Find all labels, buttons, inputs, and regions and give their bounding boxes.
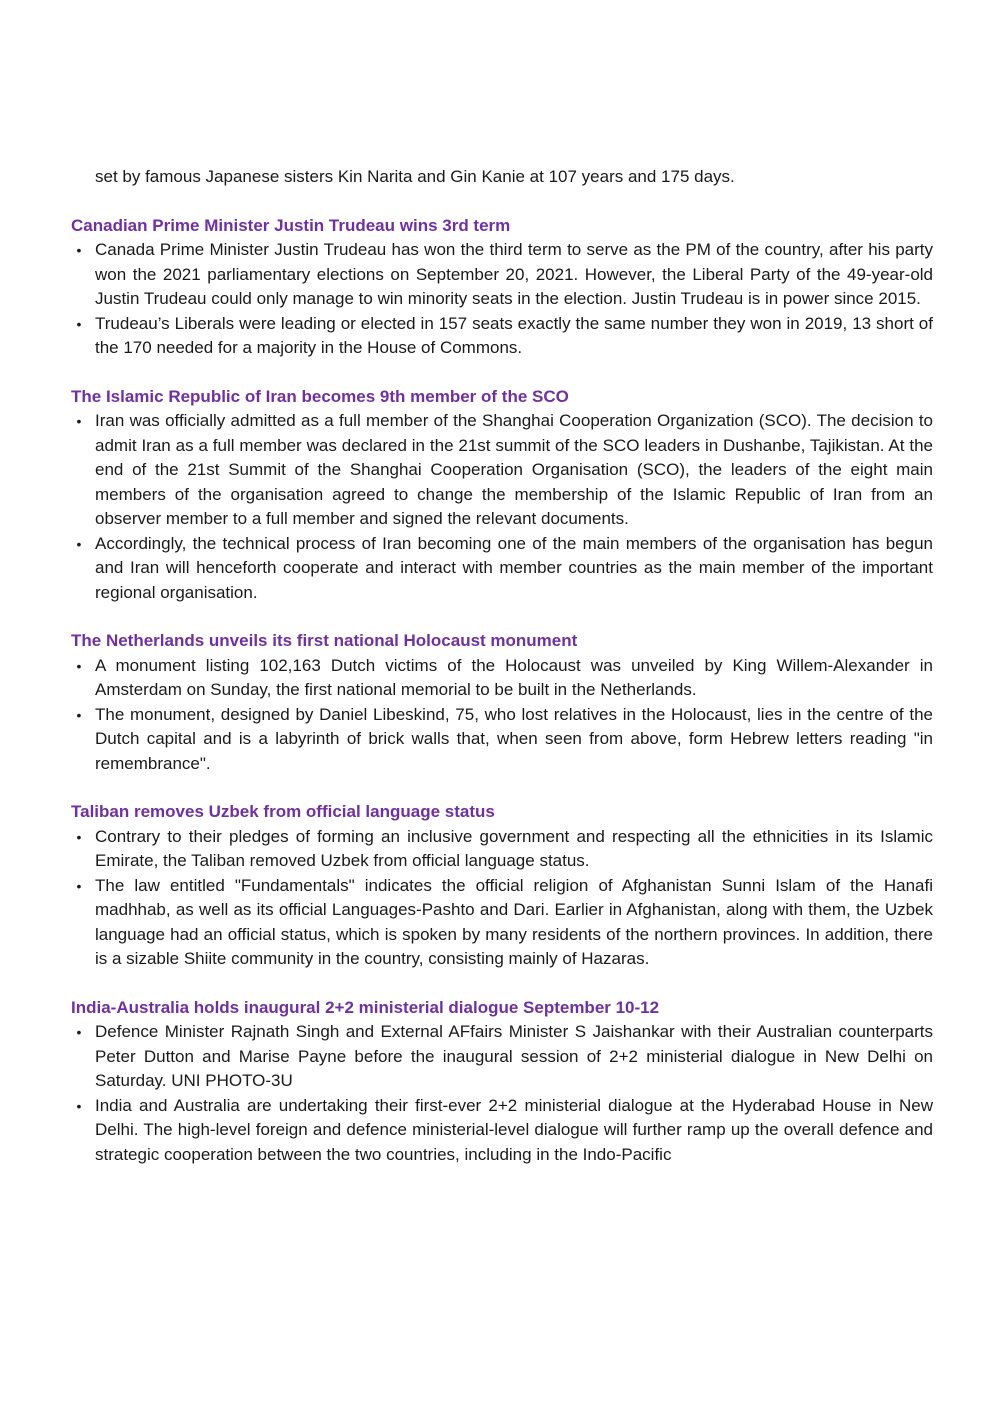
bullet-dot-icon: •	[76, 1097, 82, 1114]
list-item-text: A monument listing 102,163 Dutch victims of the Holocaust was unveiled by King Willem-Alexander in Amsterdam on Sunday, the first national memorial to be built in the Netherlands.	[95, 655, 933, 699]
bullet-list	[71, 1020, 933, 1167]
bullet-list	[71, 654, 933, 777]
bullet-dot-icon: •	[76, 706, 82, 723]
list-item-text: The law entitled "Fundamentals" indicates the official religion of Afghanistan Sunni Islam of the Hanafi madhhab, as well as its official Languages-Pashto and Dari. Earlier in Afghanistan, along with them, the Uzbek language had an official status, which is spoken by many residents of the northern provinces. In addition, there is a sizable Shiite community in the country, consisting mainly of Hazaras.	[95, 875, 933, 968]
list-item-text: Defence Minister Rajnath Singh and External AFfairs Minister S Jaishankar with their Australian counterparts Peter Dutton and Marise Payne before the inaugural session of 2+2 ministerial dialogue in New Delhi on Saturday. UNI PHOTO-3U	[95, 1022, 933, 1090]
section-heading: India-Australia holds inaugural 2+2 ministerial dialogue September 10-12	[71, 997, 660, 1017]
list-item-text: Contrary to their pledges of forming an inclusive government and respecting all the ethnicities in its Islamic Emirate, the Taliban removed Uzbek from official language status.	[95, 826, 933, 870]
list-item	[71, 1020, 933, 1094]
section-heading: Taliban removes Uzbek from official language status	[71, 802, 495, 821]
bullet-dot-icon: •	[76, 315, 82, 332]
continuation-paragraph: set by famous Japanese sisters Kin Narita and Gin Kanie at 107 years and 175 days.	[95, 167, 735, 186]
list-item	[71, 1094, 933, 1168]
bullet-dot-icon: •	[76, 413, 82, 429]
list-item	[71, 532, 933, 606]
list-item	[71, 874, 933, 972]
section-heading: Canadian Prime Minister Justin Trudeau wins 3rd term	[71, 215, 511, 235]
news-section-trudeau	[71, 214, 933, 361]
bullet-dot-icon: •	[76, 657, 82, 674]
section-heading: The Islamic Republic of Iran becomes 9th member of the SCO	[71, 386, 569, 406]
list-item	[71, 312, 933, 361]
document-body	[71, 165, 933, 1167]
news-section-taliban-uzbek	[71, 800, 933, 972]
list-item	[71, 238, 933, 312]
news-section-india-australia	[71, 996, 933, 1168]
list-item-text: Canada Prime Minister Justin Trudeau has won the third term to serve as the PM of the country, after his party won the 2021 parliamentary elections on September 20, 2021. However, the Liberal Party of the 49-year-old Justin Trudeau could only manage to win minority seats in the election. Justin Trudeau is in power since 2015.	[95, 240, 933, 308]
bullet-dot-icon: •	[76, 242, 82, 258]
news-section-holocaust-monument	[71, 629, 933, 776]
list-item-text: Iran was officially admitted as a full member of the Shanghai Cooperation Organization (SCO). The decision to admit Iran as a full member was declared in the 21st summit of the SCO leaders in Dushanbe, Tajikistan. At the end of the 21st Summit of the Shanghai Cooperation Organisation (SCO), the leaders of the eight main members of the organisation agreed to change the membership of the Islamic Republic of Iran from an observer member to a full member and signed the relevant documents.	[95, 411, 933, 528]
bullet-list	[71, 409, 933, 605]
bullet-dot-icon: •	[76, 535, 82, 552]
list-item-text: The monument, designed by Daniel Libeskind, 75, who lost relatives in the Holocaust, lies in the centre of the Dutch capital and is a labyrinth of brick walls that, when seen from above, form Hebrew letters reading "in remembrance".	[95, 704, 933, 773]
bullet-dot-icon: •	[76, 828, 82, 845]
bullet-dot-icon: •	[76, 877, 82, 894]
list-item	[71, 409, 933, 532]
bullet-list	[71, 825, 933, 972]
list-item-text: Accordingly, the technical process of Iran becoming one of the main members of the organisation has begun and Iran will henceforth cooperate and interact with member countries as the main member of the important regional organisation.	[95, 533, 933, 602]
list-item-text: India and Australia are undertaking their first-ever 2+2 ministerial dialogue at the Hyderabad House in New Delhi. The high-level foreign and defence ministerial-level dialogue will further ramp up the overall defence and strategic cooperation between the two countries, including in the Indo-Pacific	[95, 1095, 933, 1164]
list-item	[71, 825, 933, 874]
bullet-dot-icon: •	[76, 1024, 82, 1040]
section-heading: The Netherlands unveils its first national Holocaust monument	[71, 631, 578, 650]
news-section-iran-sco	[71, 385, 933, 606]
list-item-text: Trudeau’s Liberals were leading or elected in 157 seats exactly the same number they won in 2019, 13 short of the 170 needed for a majority in the House of Commons.	[95, 313, 933, 357]
list-item	[71, 654, 933, 703]
list-item	[71, 703, 933, 777]
bullet-list	[71, 238, 933, 361]
